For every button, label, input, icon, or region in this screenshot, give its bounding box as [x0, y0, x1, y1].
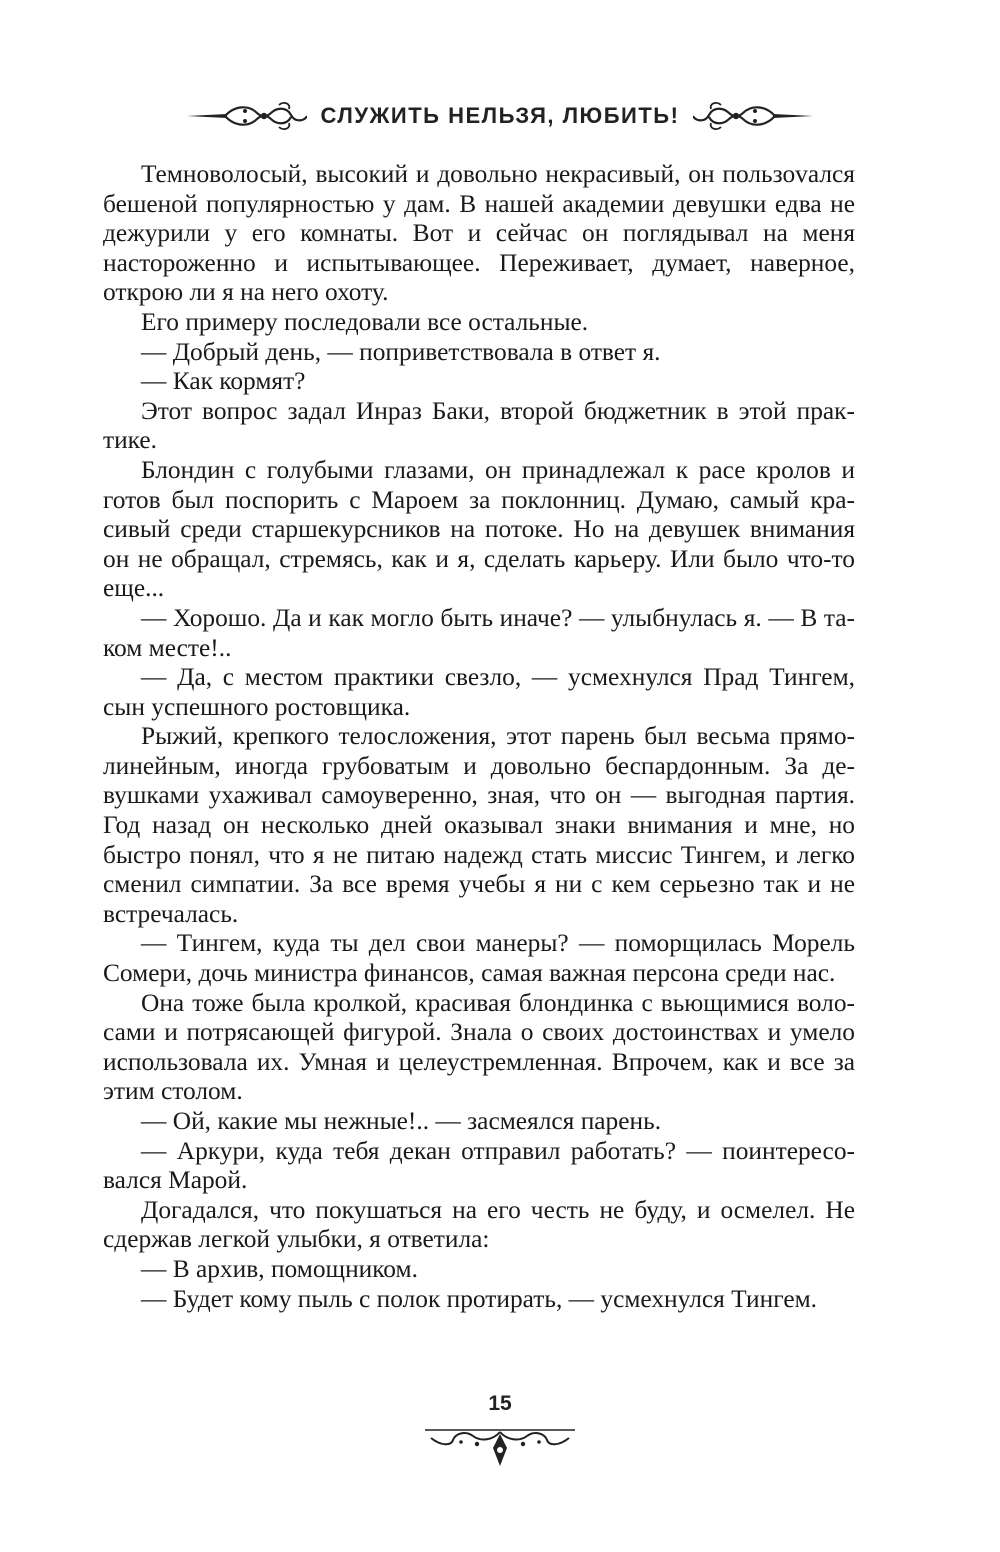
paragraph: Этот вопрос задал Инраз Баки, второй бюджетник в этой практике.: [103, 396, 855, 455]
page-number: 15: [488, 1392, 512, 1415]
dialogue-line: — Да, с местом практики свезло, — усмехнулся Прад Тингем, сын успешного ростовщика.: [103, 663, 855, 721]
dialogue-line: — Тингем, куда ты дел свои манеры? — поморщилась Морель Сомери, дочь министра финансов, самая важная персона среди нас.: [103, 929, 855, 988]
running-head: [150, 86, 850, 146]
dialogue-line: — В архив, помощником.: [141, 1254, 418, 1283]
paragraph: Темноволосый, высокий и довольно некрасивый, он пользоvался бешеной популярностью у дам. В нашей академии девушки едва не дежурили у его комнаты. Вот и сейчас он поглядывал на меня настороженно и испытывающее. Переживает, думает, наверное, открою ли я на него охоту.: [103, 160, 855, 307]
book-title: СЛУЖИТЬ НЕЛЬЗЯ, ЛЮБИТЬ!: [320, 103, 680, 128]
right-scroll-ornament-icon: [693, 99, 813, 133]
dialogue-line: — Хорошо. Да и как могло быть иначе? — улыбнулась я. — В таком месте!..: [103, 603, 855, 662]
dialogue-line: — Ой, какие мы нежные!.. — засмеялся парень.: [141, 1107, 662, 1135]
dialogue-line: — Как кормят?: [141, 367, 306, 396]
dialogue-line: — Будет кому пыль с полок протирать, — усмехнулся Тингем.: [141, 1284, 817, 1313]
footer-scroll-ornament-icon: [425, 1420, 575, 1470]
left-scroll-ornament-icon: [187, 99, 307, 133]
paragraph: Рыжий, крепкого телосложения, этот парень был весьма прямолинейным, иногда грубоватым и довольно беспардонным. За девушками ухаживал самоуверенно, зная, что он — выгодная партия. Год назад он несколько дней оказывал знаки внимания и мне, но быстро понял, что я не питаю надежд стать миссис Тингем, и легко сменил симпатии. За все время учебы я ни с кем серьезно так и не встречалась.: [103, 722, 855, 928]
body-text: [103, 160, 855, 1314]
paragraph: Его примеру последовали все остальные.: [141, 307, 589, 336]
page-footer: [0, 1392, 1000, 1470]
paragraph: Блондин с голубыми глазами, он принадлежал к расе кролов и готов был поспорить с Мароем за поклонниц. Думаю, самый красивый среди старшекурсников на потоке. Но на девушек внимания он не обращал, стремясь, как и я, сделать карьеру. Или было что-то еще...: [103, 455, 855, 603]
dialogue-line: — Добрый день, — поприветствовала в ответ я.: [141, 337, 661, 366]
dialogue-line: — Аркури, куда тебя декан отправил работать? — поинтересовался Марой.: [103, 1136, 855, 1195]
paragraph: Догадался, что покушаться на его честь не буду, и осмелел. Не сдержав легкой улыбки, я ответила:: [103, 1195, 855, 1254]
paragraph: Она тоже была кролкой, красивая блондинка с вьющимися волосами и потрясающей фигурой. Знала о своих достоинствах и умело использовала их. Умная и целеустремленная. Впрочем, как и все за этим столом.: [103, 988, 855, 1106]
